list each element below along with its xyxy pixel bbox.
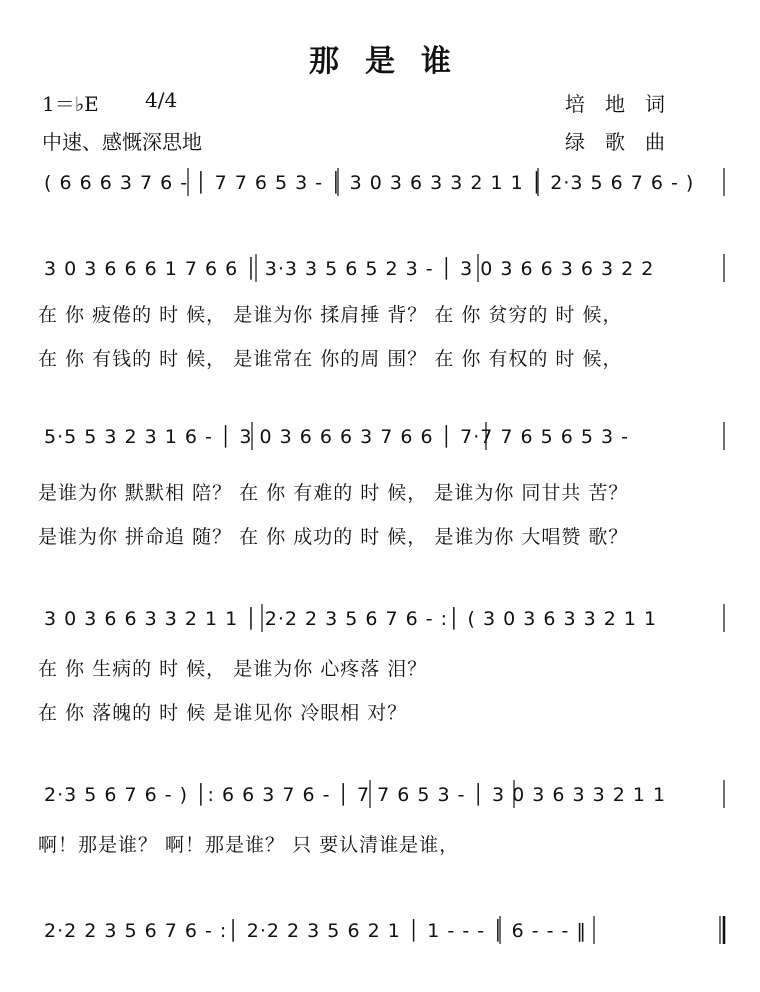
- key-signature: 1＝♭E: [42, 92, 99, 116]
- notation-line: [38, 772, 728, 816]
- lyric-verse-1: 是谁为你 默默相 陪？ 在 你 有难的 时 候， 是谁为你 同甘共 苦？: [38, 482, 629, 504]
- notation-text: ( 6 6 6 3 7 6 - │ 7 7 6 5 3 - │ 3 0 3 6 3 3 2 1 1 │ 2·3 5 6 7 6 - ): [44, 172, 695, 194]
- lyric-verse-2: 是谁为你 拼命追 随？ 在 你 成功的 时 候， 是谁为你 大唱赞 歌？: [38, 526, 629, 548]
- tempo-marking: 中速、感慨深思地: [42, 130, 202, 154]
- notation-line: [38, 160, 728, 204]
- lyric-verse-2: 在 你 有钱的 时 候， 是谁常在 你的周 围？ 在 你 有权的 时 候，: [38, 348, 623, 370]
- lyric-verse-1: 在 你 疲倦的 时 候， 是谁为你 揉肩捶 背？ 在 你 贫穷的 时 候，: [38, 304, 623, 326]
- time-signature: 4/4: [145, 88, 178, 112]
- lyricist-credit: 培地词: [565, 92, 685, 116]
- notation-text: 2·2 2 3 5 6 7 6 - :│ 2·2 2 3 5 6 2 1 │ 1 - - - │ 6 - - - ‖: [44, 920, 587, 942]
- notation-line: [38, 246, 728, 290]
- lyric-verse-2: 在 你 落魄的 时 候 是谁见你 冷眼相 对？: [38, 702, 408, 724]
- notation-line: [38, 596, 728, 640]
- notation-line: [38, 414, 728, 458]
- lyric-verse-1: 在 你 生病的 时 候， 是谁为你 心疼落 泪？: [38, 658, 428, 680]
- composer-credit: 绿歌曲: [565, 130, 685, 154]
- song-title: 那是谁: [309, 44, 477, 79]
- lyric-verse-1: 啊！那是谁？ 啊！那是谁？ 只 要认清谁是谁，: [38, 834, 460, 856]
- notation-text: 3 0 3 6 6 6 1 7 6 6 │ 3·3 3 5 6 5 2 3 - │ 3 0 3 6 6 3 6 3 2 2: [44, 258, 655, 280]
- notation-line: [38, 908, 728, 952]
- notation-text: 5·5 5 3 2 3 1 6 - │ 3 0 3 6 6 6 3 7 6 6 │ 7·7 7 6 5 6 5 3 -: [44, 426, 630, 448]
- notation-text: 2·3 5 6 7 6 - ) │: 6 6 3 7 6 - │ 7 7 6 5 3 - │ 3 0 3 6 3 3 2 1 1: [44, 784, 667, 806]
- notation-text: 3 0 3 6 6 3 3 2 1 1 │ 2·2 2 3 5 6 7 6 - :│ ( 3 0 3 6 3 3 2 1 1: [44, 608, 658, 630]
